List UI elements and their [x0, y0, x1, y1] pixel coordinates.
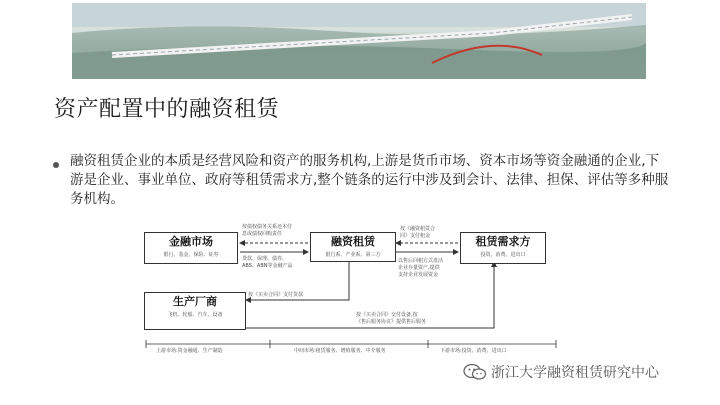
midstream-segment-label: 中间市场:租赁服务、增值服务、中介服务	[294, 348, 386, 354]
rent-label-line: 同》支付租金	[400, 233, 431, 239]
demand-sub: 投资、消费、进出口	[480, 252, 526, 258]
leaseback-label-line: 以售后回租方式盘活	[398, 258, 444, 264]
delivery-label-line: 按《买卖合同》交付设备,按	[356, 312, 418, 318]
manufacturer-title: 生产厂商	[173, 295, 217, 308]
wechat-icon	[463, 363, 487, 381]
rent-label-line: 按《融资租赁合	[400, 226, 436, 232]
leasing-title: 融资租赁	[331, 235, 375, 248]
bullet-text: 融资租赁企业的本质是经营风险和资产的服务机构,上游是货币市场、资本市场等资金融通的企业,下游是企业、事业单位、政府等租赁需求方,整个链条的运行中涉及到会计、法律、担保、评估等多种服务机构。	[70, 153, 669, 207]
repay-label-line: 息或债权回购责任	[242, 231, 283, 237]
rent-label	[400, 226, 435, 240]
leasing-sub: 银行系、产业系、第三方	[325, 252, 381, 258]
financing-label-line: 贷款、保理、债券、	[242, 256, 288, 262]
manufacturer-sub: 飞机、轮船、汽车、设备	[167, 312, 223, 318]
finance-market-sub: 银行、基金、保险、证券	[163, 252, 219, 258]
financing-label	[242, 256, 293, 270]
repay-label-line: 按债权债务关系还本付	[242, 224, 293, 230]
slide-title: 资产配置中的融资租赁	[54, 97, 280, 122]
wechat-watermark	[463, 362, 713, 382]
upstream-segment-label: 上游市场:资金融通、生产制造	[156, 348, 223, 354]
delivery-label-line: 《售后服务协议》提供售后服务	[356, 319, 427, 325]
header-banner-image	[72, 3, 646, 79]
leaseback-label-line: 支持企业发展资金	[398, 272, 439, 278]
demand-title: 租赁需求方	[475, 235, 531, 248]
finance-market-box	[144, 232, 238, 264]
watermark-text: 浙江大学融资租赁研究中心	[491, 365, 659, 381]
leaseback-label-line: 企业存量资产,提供	[398, 265, 440, 271]
repay-label	[242, 224, 292, 238]
financing-label-line: ABS、ABN等金融产品	[242, 263, 293, 269]
manufacturer-box	[144, 292, 246, 330]
leasing-box	[310, 232, 396, 262]
bullet-marker	[53, 162, 59, 168]
downstream-segment-label: 下游市场:投资、消费、进出口	[440, 348, 507, 354]
demand-box	[460, 232, 546, 264]
delivery-label	[356, 312, 426, 326]
finance-market-title: 金融市场	[169, 235, 213, 248]
payment-label: 按《买卖合同》支付货款	[248, 292, 304, 298]
leaseback-label	[398, 258, 443, 279]
